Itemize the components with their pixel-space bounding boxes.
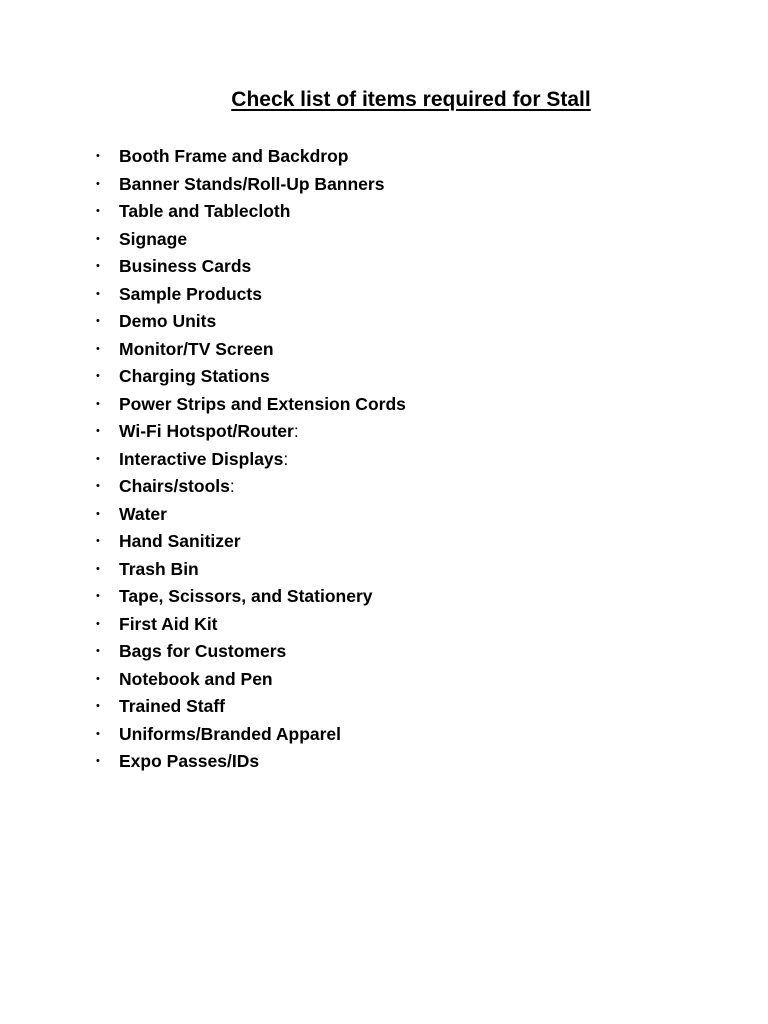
checklist-item-label	[119, 228, 188, 249]
checklist-item-label	[119, 588, 373, 606]
bullet-icon: •	[96, 672, 100, 685]
checklist-item-text: Expo Passes/IDs	[119, 751, 260, 771]
checklist-item	[96, 473, 406, 501]
checklist-item-text: First Aid Kit	[119, 613, 218, 634]
bullet-icon: •	[96, 397, 100, 410]
checklist-item-label	[119, 558, 199, 579]
checklist-item-text: Sample Products	[119, 283, 262, 304]
bullet-icon: •	[96, 590, 100, 603]
bullet-icon: •	[96, 315, 100, 328]
checklist-item-text: Business Cards	[119, 256, 252, 276]
bullet-icon: •	[96, 535, 100, 548]
checklist-item	[96, 721, 406, 749]
checklist-item-label	[119, 338, 274, 359]
checklist-item	[96, 446, 406, 474]
checklist-item-text: Tape, Scissors, and Stationery	[119, 586, 373, 606]
checklist-item-label	[119, 698, 225, 716]
bullet-icon: •	[96, 177, 100, 190]
checklist-item	[96, 748, 406, 776]
checklist-item-label	[119, 203, 290, 221]
checklist-item-suffix: :	[293, 421, 299, 441]
checklist-item-label	[119, 753, 259, 771]
checklist-item-label	[119, 368, 270, 386]
document-title: Check list of items required for Stall	[231, 88, 591, 111]
checklist-item-text: Chairs/stools	[119, 476, 230, 496]
checklist-item	[96, 171, 406, 199]
checklist-item-text: Bags for Customers	[119, 641, 287, 661]
checklist-item	[96, 556, 406, 584]
checklist-item-text: Water	[119, 503, 167, 524]
checklist-item	[96, 363, 406, 391]
checklist-item	[96, 253, 406, 281]
checklist-item-text: Table and Tablecloth	[119, 201, 291, 221]
checklist-item-text: Monitor/TV Screen	[119, 338, 274, 359]
checklist-item	[96, 226, 406, 254]
checklist-item-label	[119, 148, 348, 166]
checklist-item-text: Uniforms/Branded Apparel	[119, 723, 342, 744]
checklist-item-text: Interactive Displays	[119, 448, 284, 469]
checklist-item	[96, 143, 406, 171]
bullet-icon: •	[96, 755, 100, 768]
checklist-item	[96, 336, 406, 364]
checklist-item-label	[119, 423, 299, 441]
checklist-item-label	[119, 258, 251, 276]
bullet-icon: •	[96, 507, 100, 520]
checklist	[96, 143, 406, 776]
checklist-item-label	[119, 283, 262, 304]
checklist-item-suffix: :	[229, 476, 235, 496]
checklist-item	[96, 391, 406, 419]
checklist-item-text: Signage	[119, 228, 188, 249]
bullet-icon: •	[96, 562, 100, 575]
bullet-icon: •	[96, 342, 100, 355]
checklist-item	[96, 418, 406, 446]
checklist-item-label	[119, 448, 289, 469]
bullet-icon: •	[96, 645, 100, 658]
bullet-icon: •	[96, 480, 100, 493]
bullet-icon: •	[96, 370, 100, 383]
checklist-item	[96, 308, 406, 336]
checklist-item-label	[119, 643, 286, 661]
bullet-icon: •	[96, 232, 100, 245]
bullet-icon: •	[96, 260, 100, 273]
checklist-item-text: Booth Frame and Backdrop	[119, 146, 349, 166]
checklist-item	[96, 583, 406, 611]
bullet-icon: •	[96, 617, 100, 630]
checklist-item-label	[119, 173, 385, 194]
checklist-item	[96, 198, 406, 226]
checklist-item	[96, 501, 406, 529]
bullet-icon: •	[96, 150, 100, 163]
bullet-icon: •	[96, 452, 100, 465]
checklist-item-text: Hand Sanitizer	[119, 531, 241, 551]
checklist-item-text: Power Strips and Extension Cords	[119, 393, 406, 414]
checklist-item-text: Wi-Fi Hotspot/Router	[119, 421, 294, 441]
bullet-icon: •	[96, 287, 100, 300]
bullet-icon: •	[96, 425, 100, 438]
checklist-item	[96, 281, 406, 309]
checklist-item-label	[119, 668, 273, 689]
checklist-item-text: Notebook and Pen	[119, 668, 273, 689]
checklist-item-label	[119, 478, 235, 496]
checklist-item	[96, 666, 406, 694]
checklist-item-label	[119, 503, 167, 524]
checklist-item-label	[119, 613, 218, 634]
checklist-item-text: Charging Stations	[119, 366, 270, 386]
checklist-item-label	[119, 313, 216, 331]
checklist-item-text: Demo Units	[119, 311, 217, 331]
bullet-icon: •	[96, 727, 100, 740]
checklist-item-suffix: :	[283, 448, 289, 469]
bullet-icon: •	[96, 700, 100, 713]
checklist-item-label	[119, 723, 342, 744]
checklist-item	[96, 528, 406, 556]
checklist-item-label	[119, 533, 241, 551]
checklist-item-text: Banner Stands/Roll-Up Banners	[119, 173, 385, 194]
checklist-item-text: Trained Staff	[119, 696, 225, 716]
checklist-item	[96, 638, 406, 666]
checklist-item-label	[119, 393, 406, 414]
checklist-item	[96, 693, 406, 721]
checklist-item	[96, 611, 406, 639]
bullet-icon: •	[96, 205, 100, 218]
checklist-item-text: Trash Bin	[119, 558, 199, 579]
